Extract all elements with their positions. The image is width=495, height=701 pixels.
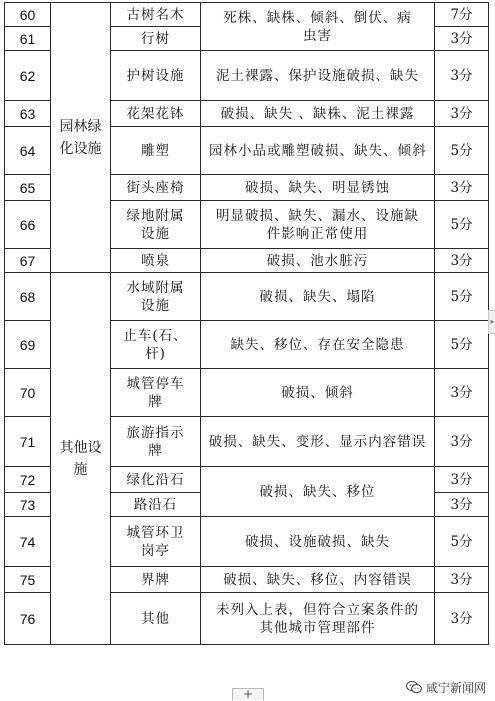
item-cell: 止车(石、杆) [111,321,201,369]
add-sheet-tab[interactable] [232,688,264,700]
score-cell: 5分 [435,517,489,567]
row-number: 76 [5,593,51,645]
issue-cell: 破损、缺失 、缺株、泥土裸露 [201,101,435,127]
issue-cell: 破损、缺失、变形、显示内容错误 [201,417,435,467]
issue-cell: 缺失、移位、存在安全隐患 [201,321,435,369]
row-number: 72 [5,467,51,493]
item-cell: 旅游指示牌 [111,417,201,467]
row-number: 70 [5,369,51,417]
row-number: 74 [5,517,51,567]
category-cell [51,273,111,645]
row-number: 60 [5,3,51,27]
score-cell: 5分 [435,201,489,249]
score-cell: 3分 [435,175,489,201]
item-cell: 古树名木 [111,3,201,27]
issue-text: 虫害 [303,27,332,44]
issue-cell: 明显破损、缺失、漏水、设施缺件影响正常使用 [201,201,435,249]
issue-text: 死株、缺株、倾斜、倒伏、病 [223,9,412,26]
chevron-right-icon: ▸ [490,317,495,326]
issue-cell: 园林小品或雕塑破损、缺失、倾斜 [201,127,435,175]
score-cell: 3分 [435,27,489,51]
issue-cell: 破损、缺失、移位 [201,467,435,517]
row-number: 71 [5,417,51,467]
item-cell: 绿化沿石 [111,467,201,493]
row-number: 61 [5,27,51,51]
item-cell: 水域附属设施 [111,273,201,321]
watermark [403,678,489,696]
score-cell: 3分 [435,101,489,127]
item-cell: 界牌 [111,567,201,593]
issue-cell: 破损、缺失、移位、内容错误 [201,567,435,593]
item-cell: 花架花钵 [111,101,201,127]
item-cell: 城管环卫岗亭 [111,517,201,567]
issue-cell [201,3,435,51]
score-cell: 5分 [435,321,489,369]
issue-cell: 破损、倾斜 [201,369,435,417]
inspection-table [4,2,489,645]
row-number: 64 [5,127,51,175]
item-cell: 其他 [111,593,201,645]
score-cell: 3分 [435,369,489,417]
item-cell: 行树 [111,27,201,51]
row-number: 63 [5,101,51,127]
issue-cell: 破损、缺失、明显锈蚀 [201,175,435,201]
score-cell: 3分 [435,567,489,593]
item-cell: 城管停车牌 [111,369,201,417]
plus-icon: + [242,687,254,701]
score-cell: 3分 [435,51,489,101]
item-cell: 护树设施 [111,51,201,101]
row-number: 73 [5,493,51,517]
score-cell: 5分 [435,273,489,321]
score-cell: 3分 [435,467,489,493]
row-number: 66 [5,201,51,249]
issue-cell: 未列入上表，但符合立案条件的其他城市管理部件 [201,593,435,645]
item-cell: 绿地附属设施 [111,201,201,249]
item-cell: 喷泉 [111,249,201,273]
table-row [5,273,489,321]
wechat-logo-icon [406,680,422,694]
item-cell: 雕塑 [111,127,201,175]
issue-cell: 破损、缺失、塌陷 [201,273,435,321]
score-cell: 3分 [435,417,489,467]
score-cell: 3分 [435,593,489,645]
category-cell [51,3,111,273]
row-number: 75 [5,567,51,593]
item-cell: 街头座椅 [111,175,201,201]
row-number: 62 [5,51,51,101]
score-cell: 5分 [435,127,489,175]
score-cell: 7分 [435,3,489,27]
side-expand-tab[interactable] [488,310,495,334]
row-number: 68 [5,273,51,321]
row-number: 69 [5,321,51,369]
issue-cell: 泥土裸露、保护设施破损、缺失 [201,51,435,101]
issue-cell: 破损、设施破损、缺失 [201,517,435,567]
category-label: 园林绿化设施 [59,118,102,157]
row-number: 67 [5,249,51,273]
issue-cell: 破损、池水脏污 [201,249,435,273]
watermark-text: 咸宁新闻网 [425,680,486,695]
score-cell: 3分 [435,493,489,517]
score-cell: 3分 [435,249,489,273]
category-label: 其他设施 [59,439,102,478]
row-number: 65 [5,175,51,201]
table-row [5,3,489,27]
item-cell: 路沿石 [111,493,201,517]
